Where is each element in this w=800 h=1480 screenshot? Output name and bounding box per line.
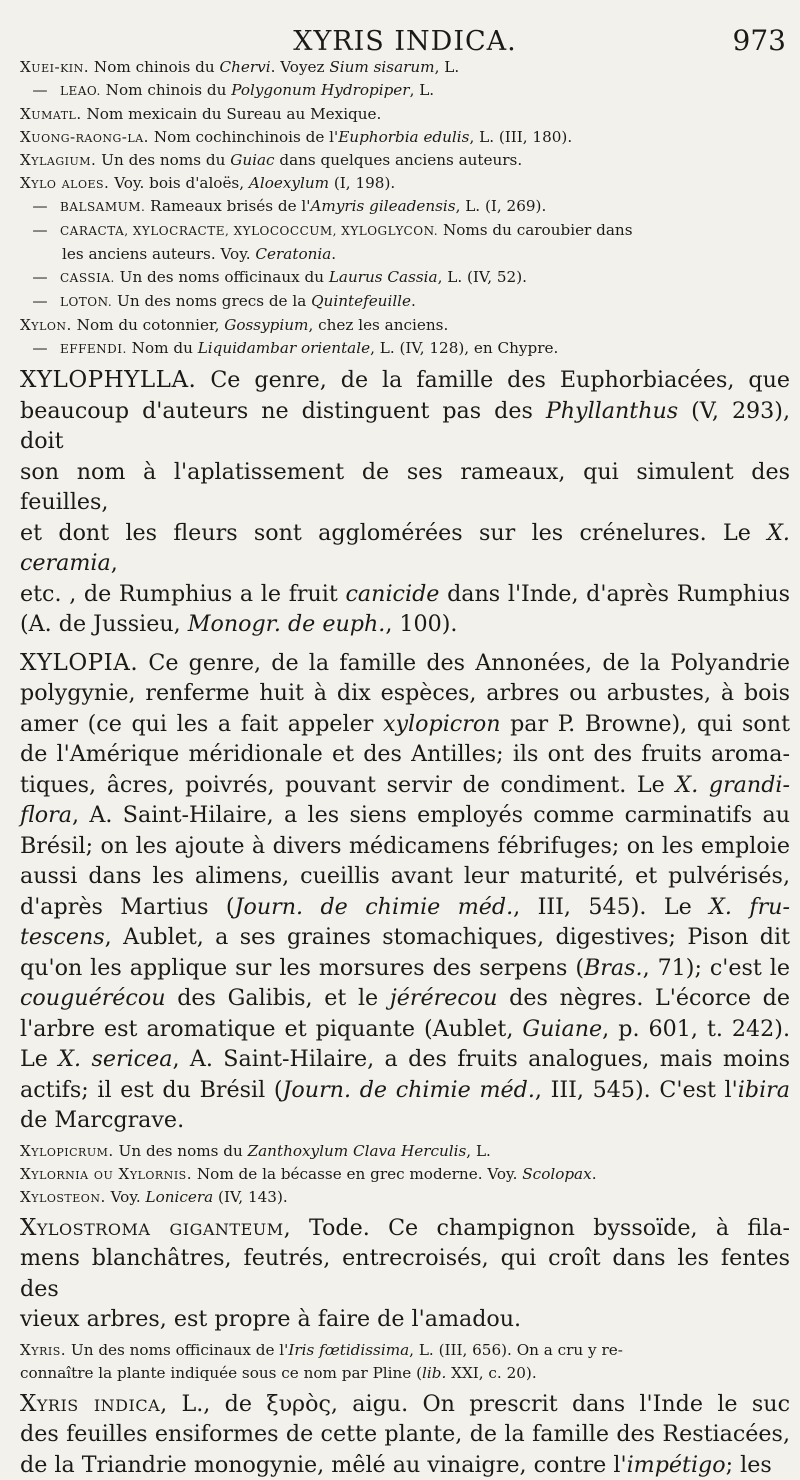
article-line xyxy=(20,831,790,862)
article-text: dans l'Inde, d'après Rumphius xyxy=(439,581,790,607)
article-italic: X. grandi- xyxy=(675,772,790,798)
article-line xyxy=(20,1105,790,1136)
article-text: polygynie, renferme huit à dix espèces, arbres ou arbustes, à bois xyxy=(20,680,790,706)
article-text: Ce genre, de la famille des Euphorbiacées, que xyxy=(196,367,790,393)
dictionary-entry xyxy=(20,1163,790,1186)
article-italic: ibira xyxy=(738,1077,790,1103)
entry-text: Nom mexicain du Sureau au Mexique. xyxy=(82,105,382,123)
article-text: , III, 545). C'est l' xyxy=(535,1077,738,1103)
article-text: son nom à l'aplatissement de ses rameaux, qui simulent des feuilles, xyxy=(20,459,790,516)
entry-tail: . xyxy=(331,245,336,263)
entry-tail: , L. (IV, 52). xyxy=(438,268,527,286)
entry-lead: CARACTA, XYLOCRACTE, XYLOCOCCUM, XYLOGLYCON. xyxy=(60,224,438,238)
article-line xyxy=(20,1450,790,1480)
article-text: , 100). xyxy=(385,611,457,637)
article-xylopia xyxy=(20,648,790,1136)
dictionary-entry xyxy=(20,219,790,243)
entry-lead: Xylornia ou Xylornis. xyxy=(20,1165,192,1183)
article-text: mens blanchâtres, feutrés, entrecroisés, qui croît dans les fentes des xyxy=(20,1245,790,1302)
dictionary-entry xyxy=(20,79,790,103)
article-text: actifs; il est du Brésil ( xyxy=(20,1077,283,1103)
entry-tail: . Voyez xyxy=(271,58,330,76)
entry-lead: Xuong-raong-la. xyxy=(20,128,149,146)
article-line xyxy=(20,678,790,709)
article-xylostroma xyxy=(20,1213,790,1335)
article-italic: Bras. xyxy=(584,955,643,981)
entry-text: Nom chinois du xyxy=(89,58,219,76)
article-text: (V, 293), doit xyxy=(20,398,790,455)
article-line xyxy=(20,709,790,740)
dictionary-entry xyxy=(20,337,790,361)
entry-italic: Amyris gileadensis xyxy=(310,197,455,215)
dictionary-entry xyxy=(20,195,790,219)
entry-italic: Gossypium xyxy=(224,316,308,334)
page-header xyxy=(20,0,790,56)
entry-lead: Xylosteon. xyxy=(20,1188,106,1206)
entry-line xyxy=(20,1339,790,1362)
article-text: qu'on les applique sur les morsures des serpens ( xyxy=(20,955,584,981)
dictionary-entry xyxy=(20,103,790,126)
article-line xyxy=(20,396,790,457)
dictionary-entry xyxy=(20,243,790,266)
entry-tail: (I, 198). xyxy=(329,174,395,192)
entry-dash: — xyxy=(20,219,60,242)
article-text: des feuilles ensiformes de cette plante, de la famille des Restiacées, xyxy=(20,1421,790,1447)
article-text: de Marcgrave. xyxy=(20,1107,184,1133)
article-line xyxy=(20,739,790,770)
article-line xyxy=(20,648,790,679)
entry-italic: Polygonum Hydropiper xyxy=(231,81,409,99)
entry-italic: Quintefeuille xyxy=(311,292,411,310)
article-text: amer (ce qui les a fait appeler xyxy=(20,711,383,737)
article-text: etc. , de Rumphius a le fruit xyxy=(20,581,346,607)
dictionary-entry xyxy=(20,126,790,149)
article-line xyxy=(20,1213,790,1244)
article-italic: Monogr. de euph. xyxy=(188,611,386,637)
article-line xyxy=(20,953,790,984)
entries-mid xyxy=(20,1140,790,1209)
article-text: , 71); c'est le xyxy=(643,955,790,981)
article-text: , Tode. Ce champignon byssoïde, à fila- xyxy=(284,1215,790,1241)
entry-tail: , L. xyxy=(410,81,435,99)
entry-lead: Xylon. xyxy=(20,316,72,334)
article-italic: tescens xyxy=(20,924,105,950)
article-text: aussi dans les alimens, cueillis avant leur maturité, et pulvérisés, xyxy=(20,863,790,889)
article-text: et dont les fleurs sont agglomérées sur les crénelures. Le xyxy=(20,520,767,546)
entry-text: Un des noms du xyxy=(114,1142,248,1160)
article-italic: X. ceramia xyxy=(20,520,790,577)
article-text: d'après Martius ( xyxy=(20,894,235,920)
article-xylophylla xyxy=(20,365,790,640)
entry-text: Un des noms grecs de la xyxy=(112,292,311,310)
article-text: de la Triandrie monogynie, mêlé au vinaigre, contre l' xyxy=(20,1452,627,1478)
article-text: de l'Amérique méridionale et des Antilles; ils ont des fruits aroma- xyxy=(20,741,790,767)
entry-text: Nom du cotonnier, xyxy=(72,316,224,334)
article-text: l'arbre est aromatique et piquante (Aublet, xyxy=(20,1016,522,1042)
running-head: XYRIS INDICA. xyxy=(20,26,790,57)
entry-tail: , L. (I, 269). xyxy=(456,197,547,215)
entry-italic: Liquidambar orientale xyxy=(198,339,370,357)
entry-tail: , chez les anciens. xyxy=(308,316,448,334)
entry-italic: Scolopax xyxy=(522,1165,591,1183)
article-line xyxy=(20,1243,790,1304)
article-text: , A. Saint-Hilaire, a des fruits analogues, mais moins xyxy=(172,1046,790,1072)
dictionary-entry xyxy=(20,1186,790,1209)
dictionary-entry xyxy=(20,290,790,314)
article-line xyxy=(20,1044,790,1075)
article-italic: Journ. de chimie méd. xyxy=(235,894,514,920)
entry-text: Nom cochinchinois de l' xyxy=(149,128,338,146)
entry-italic: Lonicera xyxy=(146,1188,214,1206)
entry-lead: Xuei-kin. xyxy=(20,58,89,76)
entry-tail: , L. xyxy=(466,1142,491,1160)
entry-italic: Zanthoxylum Clava Herculis xyxy=(248,1142,467,1160)
entry-text: Un des noms officinaux de l' xyxy=(66,1341,288,1359)
article-text: , L., de ξυρὸς, aigu. On prescrit dans l'Inde le suc xyxy=(160,1391,790,1417)
entry-dash: — xyxy=(20,266,60,289)
entries-top xyxy=(20,56,790,361)
entry-lead: Xylo aloes. xyxy=(20,174,109,192)
article-text: Le xyxy=(20,1046,58,1072)
article-heading: XYLOPIA. xyxy=(20,650,138,676)
dictionary-entry xyxy=(20,314,790,337)
entry-tail: . xyxy=(411,292,416,310)
article-line xyxy=(20,457,790,518)
article-line xyxy=(20,770,790,801)
entry-text: Un des noms officinaux du xyxy=(115,268,329,286)
entry-text: Nom du xyxy=(127,339,198,357)
entry-dash: — xyxy=(20,195,60,218)
article-italic: impétigo xyxy=(627,1452,726,1478)
entry-lead: LEAO. xyxy=(60,84,101,98)
entry-text: Un des noms du xyxy=(96,151,230,169)
article-xyris-indica xyxy=(20,1389,790,1480)
article-line xyxy=(20,1419,790,1450)
article-line xyxy=(20,609,790,640)
article-line xyxy=(20,800,790,831)
dictionary-entry xyxy=(20,266,790,290)
entry-line xyxy=(20,1362,790,1385)
article-line xyxy=(20,1389,790,1420)
entry-text: les anciens auteurs. Voy. xyxy=(62,245,255,263)
article-text: Brésil; on les ajoute à divers médicamens fébrifuges; on les emploie xyxy=(20,833,790,859)
entry-text: Nom chinois du xyxy=(101,81,231,99)
entry-lead: Xumatl. xyxy=(20,105,82,123)
article-italic: Journ. de chimie méd. xyxy=(283,1077,535,1103)
entry-dash: — xyxy=(20,337,60,360)
article-line xyxy=(20,579,790,610)
document-page xyxy=(20,0,790,1480)
article-text: (A. de Jussieu, xyxy=(20,611,188,637)
entry-tail: . xyxy=(592,1165,597,1183)
article-line xyxy=(20,983,790,1014)
entry-tail: , L. (III, 180). xyxy=(469,128,572,146)
entry-lead: CASSIA. xyxy=(60,271,115,285)
entry-lead: BALSAMUM. xyxy=(60,200,145,214)
dictionary-entry xyxy=(20,56,790,79)
article-italic: X. fru- xyxy=(709,894,790,920)
article-italic: canicide xyxy=(346,581,440,607)
entry-dash: — xyxy=(20,290,60,313)
entry-lead: Xylagium. xyxy=(20,151,96,169)
article-line xyxy=(20,1304,790,1335)
article-text: vieux arbres, est propre à faire de l'amadou. xyxy=(20,1306,521,1332)
article-heading: XYLOPHYLLA. xyxy=(20,367,196,393)
entry-italic: Iris fœtidissima xyxy=(288,1341,409,1359)
article-text: beaucoup d'auteurs ne distinguent pas des xyxy=(20,398,546,424)
entry-xyris xyxy=(20,1339,790,1385)
entry-lead: Xyris. xyxy=(20,1341,66,1359)
article-line xyxy=(20,861,790,892)
entry-text: Voy. bois d'aloës, xyxy=(109,174,249,192)
article-text: tiques, âcres, poivrés, pouvant servir de condiment. Le xyxy=(20,772,675,798)
entry-lead: LOTON. xyxy=(60,295,112,309)
article-line xyxy=(20,922,790,953)
entry-italic: Guiac xyxy=(230,151,274,169)
entry-text: Noms du caroubier dans xyxy=(438,221,632,239)
article-italic: X. sericea xyxy=(58,1046,172,1072)
article-text: des Galibis, et le xyxy=(166,985,390,1011)
entry-dash: — xyxy=(20,79,60,102)
entry-text: Rameaux brisés de l' xyxy=(145,197,310,215)
page-number: 973 xyxy=(733,24,786,57)
entry-tail: dans quelques anciens auteurs. xyxy=(275,151,523,169)
entry-tail: , L. (IV, 128), en Chypre. xyxy=(370,339,558,357)
entry-italic: Laurus Cassia xyxy=(329,268,438,286)
article-italic: Phyllanthus xyxy=(546,398,678,424)
entry-lead: EFFENDI. xyxy=(60,342,127,356)
entry-italic: Euphorbia edulis xyxy=(338,128,469,146)
article-text: , A. Saint-Hilaire, a les siens employés comme carminatifs au xyxy=(72,802,790,828)
entry-italic: Aloexylum xyxy=(249,174,329,192)
entry-italic: Ceratonia xyxy=(255,245,331,263)
entry-lead: Xylopicrum. xyxy=(20,1142,114,1160)
article-line xyxy=(20,1075,790,1106)
entry-text: connaître la plante indiquée sous ce nom par Pline ( xyxy=(20,1364,422,1382)
article-italic: flora xyxy=(20,802,72,828)
entry-text: Nom de la bécasse en grec moderne. Voy. xyxy=(192,1165,522,1183)
article-text: ; les xyxy=(726,1452,772,1478)
article-text: des nègres. L'écorce de xyxy=(497,985,790,1011)
article-text: , xyxy=(111,550,118,576)
article-italic: Guiane xyxy=(522,1016,602,1042)
article-italic: couguérécou xyxy=(20,985,166,1011)
article-heading: Xylostroma giganteum xyxy=(20,1215,284,1241)
article-text: , p. 601, t. 242). xyxy=(602,1016,790,1042)
article-text: , Aublet, a ses graines stomachiques, digestives; Pison dit xyxy=(105,924,790,950)
entry-tail: XXI, c. 20). xyxy=(446,1364,536,1382)
entry-italic: lib. xyxy=(422,1364,446,1382)
article-line xyxy=(20,892,790,923)
entry-tail: , L. xyxy=(435,58,460,76)
article-italic: jérérecou xyxy=(390,985,498,1011)
article-italic: xylopicron xyxy=(383,711,500,737)
entry-italic: Sium sisarum xyxy=(329,58,434,76)
entry-italic: Chervi xyxy=(219,58,270,76)
article-line xyxy=(20,518,790,579)
entry-tail: , L. (III, 656). On a cru y re- xyxy=(409,1341,623,1359)
dictionary-entry xyxy=(20,1140,790,1163)
article-text: , III, 545). Le xyxy=(513,894,709,920)
article-line xyxy=(20,365,790,396)
entry-tail: (IV, 143). xyxy=(213,1188,287,1206)
article-line xyxy=(20,1014,790,1045)
dictionary-entry xyxy=(20,149,790,172)
article-text: par P. Browne), qui sont xyxy=(500,711,790,737)
entry-text: Voy. xyxy=(106,1188,146,1206)
dictionary-entry xyxy=(20,172,790,195)
article-text: Ce genre, de la famille des Annonées, de la Polyandrie xyxy=(138,650,790,676)
article-heading: Xyris indica xyxy=(20,1391,160,1417)
